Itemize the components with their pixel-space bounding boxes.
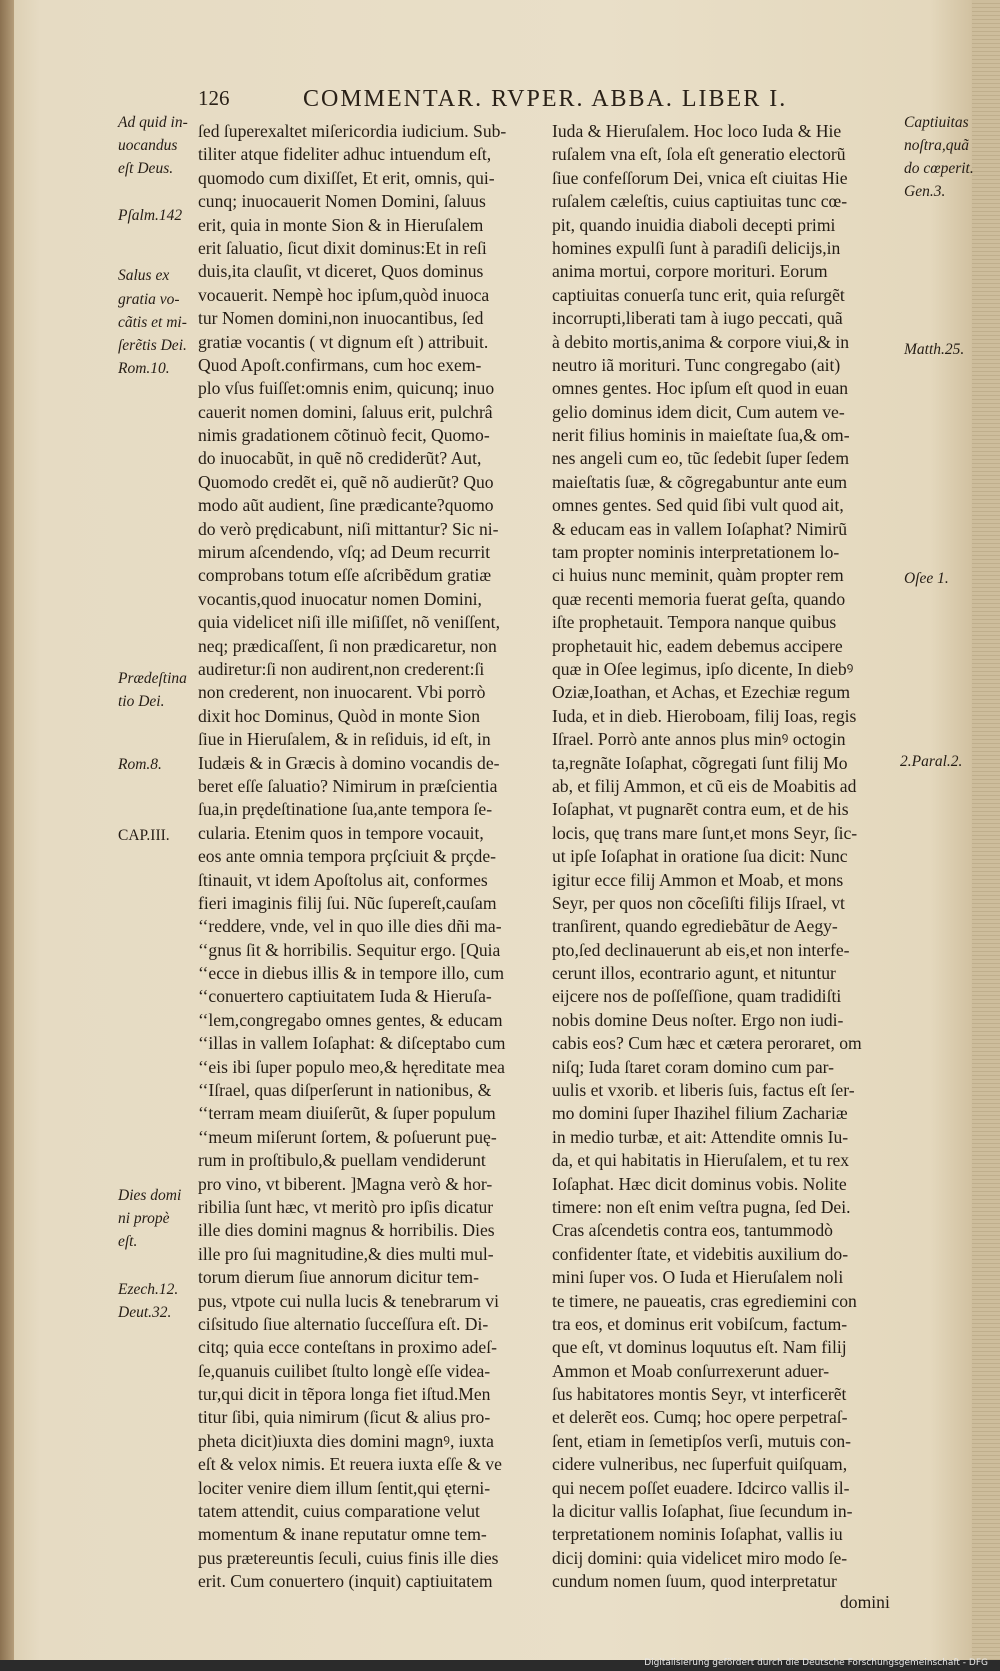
text-line: titur ſibi, quia nimirum (ſicut & alius pro- [198,1407,491,1428]
text-line: omnes gentes. Sed quid ſibi vult quod ait, [552,495,844,516]
text-line: igitur ecce filij Ammon et Moab, et mons [552,869,844,890]
text-line: Iuda, et in dieb. Hieroboam, filij Ioas, regis [552,705,857,726]
text-line: ab, et filij Ammon, et cũ eis de Moabitis ad [552,775,857,796]
margin-note: Ezech.12. [118,1281,179,1298]
margin-note: do cœperit. [904,160,974,177]
text-line: nobis domine Deus noſter. Ergo non iudi- [552,1009,844,1030]
text-line: non crederent, non inuocarent. Vbi porrò [198,682,486,703]
text-line: ‘‘Iſrael, quas diſperſerunt in nationibus, & [198,1080,492,1101]
text-line: confidenter ſtate, et videbitis auxilium do- [552,1243,849,1264]
text-line: Ioſaphat. Hæc dicit dominus vobis. Nolite [552,1173,847,1194]
text-line: tatem attendit, cuius comparatione velut [198,1501,480,1522]
catchword: domini [840,1592,890,1612]
text-line: dixit hoc Dominus, Quòd in monte Sion [198,705,480,726]
text-line: eijcere nos de poſſeſſione, quam tradidiſti [552,986,842,1007]
text-line: eſt & velox nimis. Et reuera iuxta eſſe & ve [198,1454,502,1475]
text-line: ille dies domini magnus & horribilis. Dies [198,1220,495,1241]
text-line: nes angeli cum eo, tũc ſedebit ſuper ſedem [552,448,850,469]
text-line: ſed ſuperexaltet miſericordia iudicium. Sub- [198,121,507,141]
text-line: Oziæ,Ioathan, et Achas, et Ezechiæ regum [552,682,851,703]
text-line: ‘‘ecce in diebus illis & in tempore illo, cum [198,963,505,984]
text-line: rum in proſtibulo,& puellam vendiderunt [198,1150,486,1171]
text-line: ‘‘lem,congregabo omnes gentes, & educam [198,1009,503,1030]
text-line: do inuocabũt, in quẽ nõ crediderũt? Aut, [198,448,482,469]
text-line: in medio turbæ, et ait: Attendite omnis Iu- [552,1126,849,1147]
text-line: pus prætereuntis ſeculi, cuius finis ille dies [198,1547,499,1568]
margin-note: Ad quid in- [118,114,188,131]
text-line: neq; prædicaſſent, ſi non prædicaretur, non [198,635,497,656]
text-line: ſtinauit, vt idem Apoſtolus ait, conformes [198,869,488,890]
text-line: ſiue in Hieruſalem, & in reſiduis, id eſt, in [198,729,491,750]
text-line: plo vſus fuiſſet:omnis enim, quicunq; inuo [198,378,495,399]
text-line: cidere vulneribus, nec ſuperfuit quiſquam, [552,1454,848,1475]
text-line: gratiæ vocantis ( vt dignum eſt ) attribuit. [198,331,489,352]
running-title: COMMENTAR. RVPER. ABBA. LIBER I. [303,86,788,112]
text-line: eos ante omnia tempora prçſciuit & prçde- [198,846,497,867]
text-line: ſe,quanuis cuilibet ſtulto longè eſſe videa- [198,1360,491,1381]
text-line: pto,ſed declinauerunt ab eis,et non interfe- [552,939,850,960]
text-line: Quod Apoſt.confirmans, cum hoc exem- [198,354,482,375]
text-line: nimis gradationem cõtinuò fecit, Quomo- [198,425,490,446]
text-line: maieſtatis ſuæ, & cõgregabuntur ante eum [552,471,848,492]
margin-note: noſtra,quã [904,137,970,154]
text-line: incorrupti,liberati tam à iugo peccati, quã [552,308,843,329]
left-text-column [198,120,540,1594]
margin-note: eſt. [118,1233,138,1250]
margin-note: Matth.25. [904,341,965,358]
text-line: ribilia ſunt hæc, vt meritò pro ipſis dicatur [198,1196,494,1217]
text-line: ut ipſe Ioſaphat in oratione ſua dicit: Nunc [552,846,848,867]
text-line: cauerit nomen domini, ſaluus erit, pulchrâ [198,401,493,422]
text-line: vocauerit. Nempè hoc ipſum,quòd inuoca [198,284,490,305]
margin-note: Prædeſtina [118,670,187,687]
text-line: que eſt, vt dominus loquutus eſt. Nam filij [552,1337,847,1358]
text-line: te timere, ne paueatis, cras egrediemini con [552,1290,857,1311]
text-line: homines expulſi ſunt à paradiſi delicijs,in [552,237,841,258]
text-line: quæ recenti memoria fuerat geſta, quando [552,588,846,609]
text-line: ſus habitatores montis Seyr, vt interficerẽt [552,1384,847,1405]
margin-note: uocandus [118,137,178,154]
text-line: uulis et vxorib. et liberis ſuis, factus eſt ſer- [552,1080,855,1101]
text-line: ‘‘meum miſerunt ſortem, & poſuerunt puę- [198,1126,497,1147]
text-line: ſent, etiam in ſemetipſos verſi, mutuis con- [552,1430,852,1451]
margin-note: Rom.8. [118,756,162,773]
page-edge [972,0,1000,1660]
page-gutter [0,0,14,1660]
text-line: erit. Cum conuertero (inquit) captiuitatem [198,1571,493,1592]
text-line: ille pro ſui magnitudine,& dies multi mul- [198,1243,494,1264]
text-line: quæ in Oſee legimus, ipſo dicente, In diebꝰ [552,658,854,679]
page-number: 126 [198,86,230,110]
text-line: mini ſuper vos. O Iuda et Hieruſalem noli [552,1267,844,1288]
text-line: tam propter nominis interpretationem lo- [552,542,840,563]
text-line: à debito mortis,anima & corpore viui,& in [552,331,850,352]
text-line: tur Nomen domini,non inuocantibus, ſed [198,308,484,329]
margin-note: eſt Deus. [118,160,174,177]
margin-note: 2.Paral.2. [900,753,963,770]
text-line: erit ſaluatio, ſicut dixit dominus:Et in reſi [198,237,487,258]
text-line: Iuda & Hieruſalem. Hoc loco Iuda & Hie [552,121,842,141]
text-line: tra eos, et dominus erit vobiſcum, factum- [552,1313,848,1334]
digitization-credit: Digitalisierung gefördert durch die Deutsche Forschungsgemeinschaft - DFG [644,1658,988,1668]
margin-note: ſerẽtis Dei. [118,337,187,354]
text-line: torum dierum ſiue annorum dicitur tem- [198,1267,479,1288]
text-line: qui necem poſſet euadere. Idcirco vallis il- [552,1477,850,1498]
text-line: beret eſſe ſaluatio? Nimirum in præſcientia [198,775,498,796]
text-line: et delerẽt eos. Cumq; hoc opere perpetraſ- [552,1407,848,1428]
text-line: niſq; Iuda ſtaret coram domino cum par- [552,1056,835,1077]
text-line: lociter venire diem illum ſentit,qui ęterni- [198,1477,491,1498]
text-line: ‘‘terram meam diuiſerũt, & ſuper populum [198,1103,496,1124]
text-line: do verò prędicabunt, niſi mittantur? Sic ni- [198,518,499,539]
page-header [198,86,918,120]
text-line: mirum aſcendendo, vſq; ad Deum recurrit [198,542,491,563]
text-line: ‘‘gnus ſit & horribilis. Sequitur ergo. [Quia [198,939,501,960]
text-line: duis,ita clauſit, vt diceret, Quos dominus [198,261,484,282]
text-line: ‘‘eis ibi ſuper populo meo,& hęreditate mea [198,1056,505,1077]
text-line: cunq; inuocauerit Nomen Domini, ſaluus [198,191,486,212]
text-line: nerit filius hominis in maieſtate ſua,& om- [552,425,850,446]
margin-note: Captiuitas [904,114,969,131]
margin-note: Gen.3. [904,183,946,200]
text-line: audiretur:ſi non audirent,non crederent:ſi [198,658,485,679]
text-line: Iudæis & in Græcis à domino vocandis de- [198,752,500,773]
text-line: ‘‘illas in vallem Ioſaphat: & diſceptabo cum [198,1033,506,1054]
text-line: timere: non eſt enim veſtra pugna, ſed Dei. [552,1196,851,1217]
margin-note: Pſalm.142 [118,207,183,224]
text-line: tranſirent, quando egrediebãtur de Aegy- [552,916,838,937]
text-line: pit, quando inuidia diaboli decepti primi [552,214,836,235]
text-line: tiliter atque fideliter adhuc intuendum eſt, [198,144,492,165]
text-line: ciſsitudo ſiue alternatio ſucceſſura eſt. Di- [198,1313,489,1334]
text-line: pro vino, vt biberent. ]Magna verò & hor- [198,1173,493,1194]
text-line: Ammon et Moab conſurrexerunt aduer- [552,1360,830,1381]
text-line: ruſalem vna eſt, ſola eſt generatio electorũ [552,144,846,165]
text-line: ſiue confeſſorum Dei, vnica eſt ciuitas Hie [552,167,848,188]
text-line: locis, quę trans mare ſunt,et mons Seyr, ſic- [552,822,858,843]
text-line: comprobans totum eſſe aſcribẽdum gratiæ [198,565,492,586]
text-line: Cras aſcendetis contra eos, tantummodò [552,1220,833,1241]
text-line: quomodo cum dixiſſet, Et erit, omnis, qui- [198,167,495,188]
text-line: Ioſaphat, vt pugnarẽt contra eum, et de his [552,799,849,820]
text-line: tur,qui dicit in tẽpora longa fiet iſtud.Men [198,1384,491,1405]
text-line: neutro iã morituri. Tunc congregabo (ait) [552,354,841,375]
text-line: fieri imaginis filij ſui. Nũc ſupereſt,cauſam [198,892,497,913]
text-line: ‘‘conuertero captiuitatem Iuda & Hieruſa- [198,986,492,1007]
right-text-column [552,120,902,1594]
margin-note: Rom.10. [118,360,170,377]
text-line: omnes gentes. Hoc ipſum eſt quod in euan [552,378,849,399]
margin-note: Dies domi [118,1187,182,1204]
margin-note: cãtis et mi- [118,314,187,331]
margin-note: Oſee 1. [904,570,949,587]
text-line: vocantis,quod inuocatur nomen Domini, [198,588,482,609]
text-line: iſte prophetauit. Tempora nanque quibus [552,612,837,633]
text-line: cerunt illos, econtrario agunt, et nituntur [552,963,836,984]
text-line: pheta dicit)iuxta dies domini magnꝰ, iuxta [198,1430,494,1451]
text-line: erit, quia in monte Sion & in Hieruſalem [198,214,484,235]
text-line: & educam eas in vallem Ioſaphat? Nimirũ [552,518,848,539]
text-line: ta,regnãte Ioſaphat, cõgregati ſunt filij Mo [552,752,848,773]
text-line: mo domini ſuper Ihazihel filium Zachariæ [552,1103,848,1124]
text-line: Quomodo credẽt ei, quẽ nõ audierũt? Quo [198,471,494,492]
text-line: ‘‘reddere, vnde, vel in quo ille dies dñi ma- [198,916,502,937]
margin-note: Salus ex [118,267,170,284]
text-line: pus, vtpote cui nulla lucis & tenebrarum vi [198,1290,499,1311]
margin-note: ni propè [118,1210,170,1227]
text-line: Seyr, per quos non cõceſiſti filijs Iſrael, vt [552,892,845,913]
text-line: citq; quia ecce conteſtans in proximo adeſ- [198,1337,497,1358]
text-line: la dicitur vallis Ioſaphat, ſiue ſecundum in- [552,1501,853,1522]
text-line: cabis eos? Cum hæc et cætera peroraret, om [552,1033,862,1054]
text-line: ſua,in prędeſtinatione ſua,ante tempora ſe- [198,799,493,820]
text-line: terpretationem nominis Ioſaphat, vallis iu [552,1524,843,1545]
margin-note: Deut.32. [118,1304,172,1321]
text-line: quia videlicet niſi ille miſiſſet, nõ veniſſent, [198,612,500,633]
text-line: momentum & inane reputatur omne tem- [198,1524,487,1545]
text-line: anima mortui, corpore morituri. Eorum [552,261,828,282]
footer-bar [0,1660,1000,1671]
text-line: gelio dominus idem dicit, Cum autem ve- [552,401,845,422]
text-line: dicij domini: quia videlicet miro modo ſe- [552,1547,848,1568]
text-line: Iſrael. Porrò ante annos plus minꝰ octogin [552,729,846,750]
text-line: ci huius nunc meminit, quàm propter rem [552,565,844,586]
chapter-marker: CAP.III. [118,827,170,844]
text-line: ruſalem cæleſtis, cuius captiuitas tunc cœ- [552,191,848,212]
text-line: da, et qui habitatis in Hieruſalem, et tu rex [552,1150,850,1171]
text-line: prophetauit hic, eadem debemus accipere [552,635,843,656]
margin-note: gratia vo- [118,291,180,308]
text-line: cundum nomen ſuum, quod interpretatur [552,1571,837,1592]
text-line: cularia. Etenim quos in tempore vocauit, [198,822,484,843]
text-line: modo aũt audient, ſine prædicante?quomo [198,495,494,516]
text-line: captiuitas conuerſa tunc erit, quia reſurgẽt [552,284,845,305]
margin-note: tio Dei. [118,693,165,710]
